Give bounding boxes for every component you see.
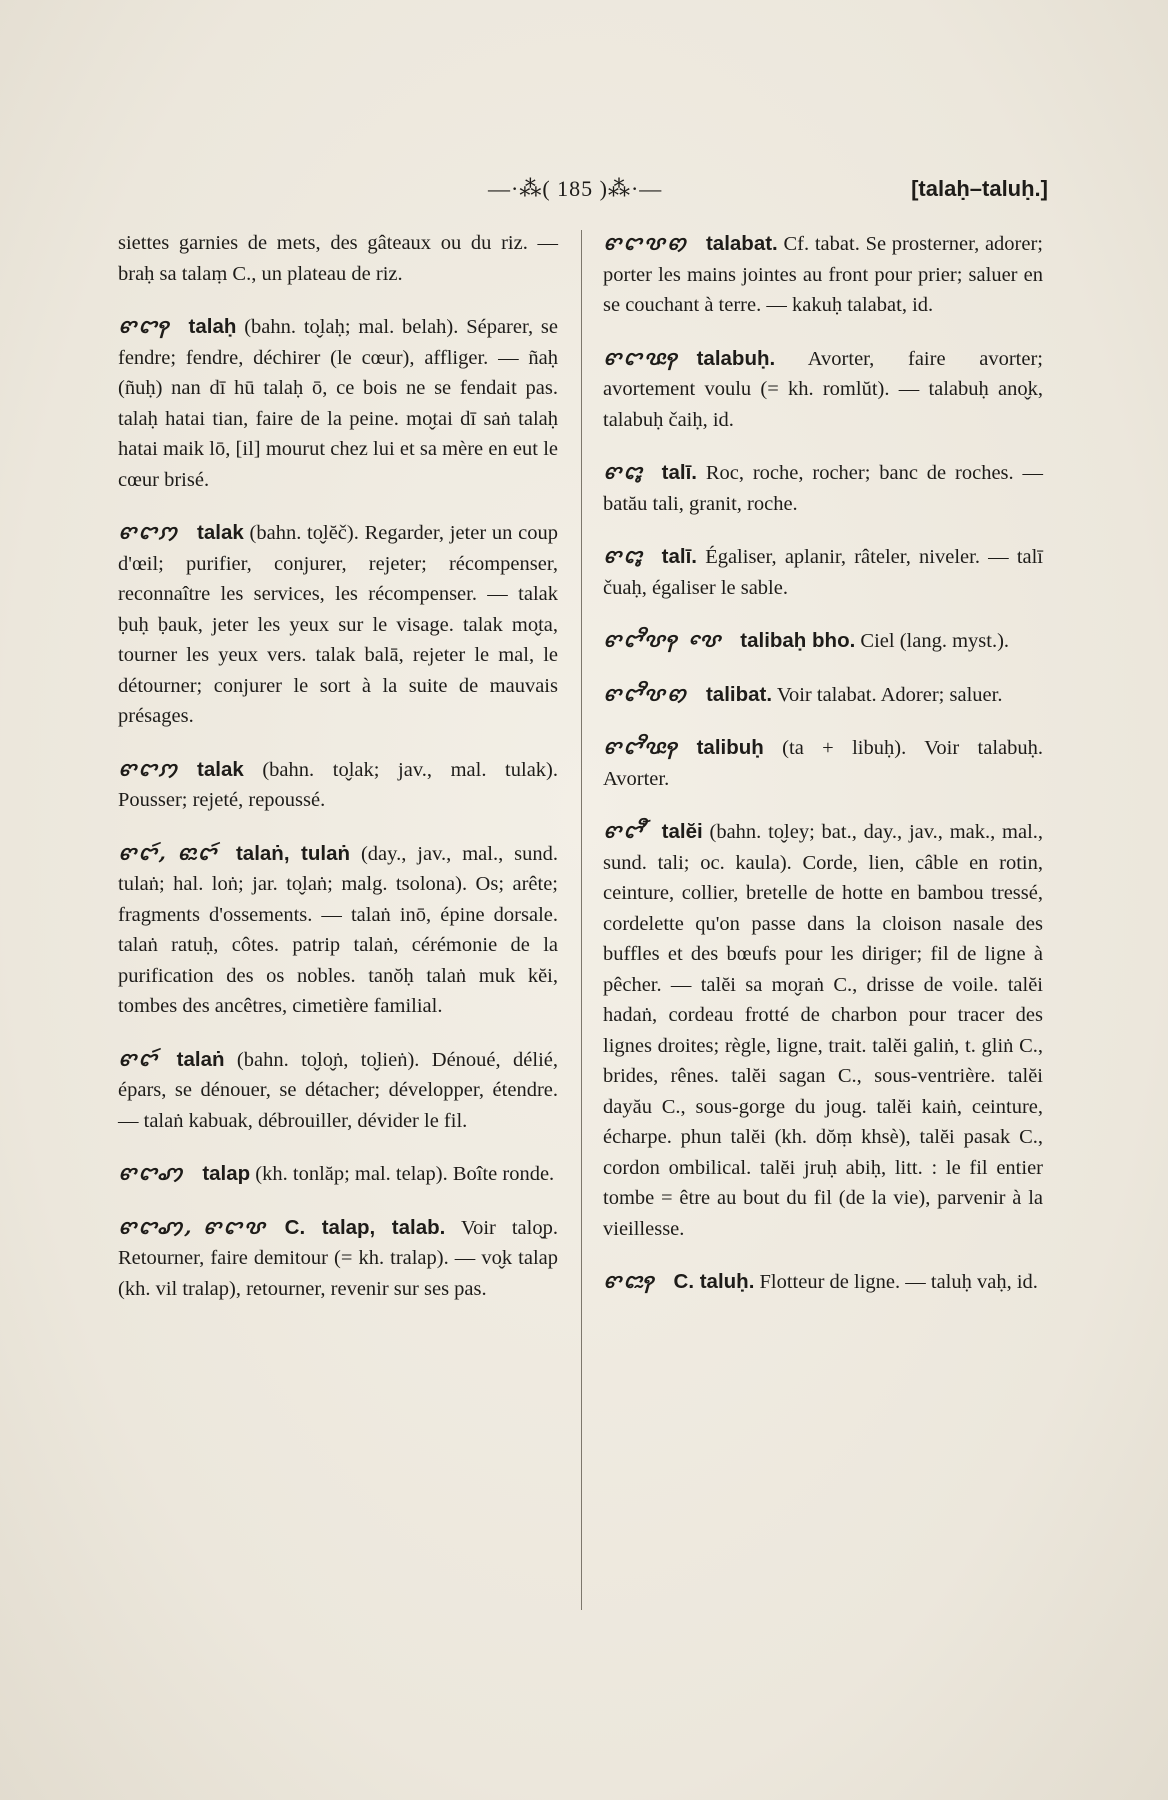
entry-text: Avorter, faire avorter; avortement voulu (= kh. romlŭt). — talabuḥ ano̬k, talabuḥ čaiḥ, id. xyxy=(603,347,1043,431)
entry-headword: C. taluḥ. xyxy=(673,1270,755,1293)
cham-script-word: ꨓꨤꩃ xyxy=(118,1046,159,1070)
cham-script-word: ꨓꨤꨝꩅ xyxy=(603,231,688,254)
entry-text: Ciel (lang. myst.). xyxy=(860,630,1010,652)
entry-headword: talibuḥ xyxy=(696,736,764,759)
entry-text: (bahn. to̬lak; jav., mal. tulak). Pousser; rejeté, repoussé. xyxy=(118,758,558,811)
dictionary-entry xyxy=(603,228,1043,321)
dictionary-entry xyxy=(118,754,558,816)
entry-headword: C. talap, talab. xyxy=(284,1215,446,1239)
dictionary-entry xyxy=(603,457,1043,519)
entry-text: Voir talo̬p. Retourner, faire demitour (= kh. tralap). — vo̬k talap (kh. vil tralap), retourner, revenir sur ses pas. xyxy=(118,1216,558,1300)
dictionary-entry xyxy=(118,838,558,1022)
entry-headword: talibaḥ bho. xyxy=(740,629,856,652)
cham-script-word: ꨓꨤꨪꨝꨭꩍ xyxy=(603,735,679,758)
dictionary-entry xyxy=(603,816,1043,1244)
entry-text: Flotteur de ligne. — taluḥ vaḥ, id. xyxy=(759,1271,1038,1293)
entry-text: Égaliser, aplanir, râteler, niveler. — talī čuaḥ, égaliser le sable. xyxy=(603,546,1044,599)
page-header xyxy=(118,176,1048,212)
entry-headword: talī. xyxy=(661,461,697,484)
cham-script-word: ꨓꨤꩇ xyxy=(118,1161,185,1184)
dictionary-entry xyxy=(603,343,1043,436)
dictionary-entry xyxy=(118,1044,558,1137)
entry-headword: talak xyxy=(197,521,244,544)
entry-text: (bahn. to̬laḥ; mal. belah). Séparer, se fendre; fendre, déchirer (le cœur), affliger. — ñaḥ (ñuḥ) nan dī hū talaḥ ō, ce bois ne se fendait pas. talaḥ hatai tian, faire de la peine. mo̬tai dī saṅ talaḥ hatai maik lō, [il] mourut chez lui et sa mère en eut le cœur brisé. xyxy=(118,316,558,491)
dictionary-entry xyxy=(118,1158,558,1190)
entry-text: (bahn. to̬lĕč). Regarder, jeter un coup d'œil; purifier, conjurer, rejeter; récompenser, reconnaître les services, les récompenser. — talak ḅuḥ ḅauk, jeter les yeux sur le visage. talak mo̬ta, tourner les yeux vers. talak balā, rejeter le mal, le détourner; conjurer le sort à la suite de mauvais présages. xyxy=(118,522,558,727)
cham-script-word: ꨓꨤꩀ xyxy=(118,756,180,780)
cham-script-word: ꨓꨤꨪꨝꩍ ꨝꨯ xyxy=(603,628,723,651)
entry-headword: talaṅ xyxy=(176,1047,225,1071)
entry-headword: talak xyxy=(197,757,244,781)
right-column xyxy=(603,228,1043,1320)
dictionary-entry xyxy=(603,541,1043,603)
cham-script-word: ꨓꨤꨶ xyxy=(603,544,644,567)
entry-headword: talibat. xyxy=(705,682,773,706)
entry-text: (bahn. to̬ley; bat., day., jav., mak., mal., sund. tali; oc. kaula). Corde, lien, câble en rotin, ceinture, collier, bretelle de hotte en bambou tressé, cordelette qu'on passe dans la cloison nasale des buffles et des bœufs pour les diriger; fil de ligne à pêcher. — talĕi sa mo̬raṅ C., drisse de voile. talĕi hadaṅ, cordeau frotté de charbon pour tracer des lignes droites; règle, ligne, trait. talĕi galiṅ, t. gliṅ C., brides, rênes. talĕi sagan C., sous-ventrière. talĕi dayău C., sous-gorge du joug. talĕi kaiṅ, ceinture, écharpe. phun talĕi (kh. dŏṃ khsè), talĕi pasak C., cordon ombilical. talĕi jruḥ abiḥ, litt. : le fil entier tombe = être au bout du fil (de la vie), parvenir à la vieillesse. xyxy=(603,821,1044,1240)
entry-text: (bahn. to̬lo̬ṅ, to̬lieṅ). Dénoué, délié, épars, se dénouer, se détacher; développer, étendre. — talaṅ kabuak, débrouiller, dévider le fil. xyxy=(118,1048,559,1132)
entry-headword: talī. xyxy=(661,545,697,568)
cham-script-word: ꨓꨤꨬ xyxy=(603,819,644,842)
dictionary-entry xyxy=(118,517,558,732)
dictionary-entry xyxy=(603,732,1043,794)
cham-script-word: ꨓꨤꩇ, ꨓꨤꨝ xyxy=(118,1214,267,1238)
entry-headword: talap xyxy=(202,1162,251,1185)
entry-headword: talĕi xyxy=(661,820,703,843)
dictionary-entry xyxy=(118,228,558,289)
entry-headword: talaḥ xyxy=(188,315,237,338)
cham-script-word: ꨓꨤꩃ, ꨓꨭꨤꩃ xyxy=(118,840,218,864)
entry-text: Voir talabat. Adorer; saluer. xyxy=(776,683,1003,706)
running-head: [talaḥ–taluḥ.] xyxy=(911,176,1048,201)
dictionary-entry xyxy=(603,679,1043,711)
cham-script-word: ꨓꨤꨝꨭꩍ xyxy=(603,345,679,369)
entry-text: (day., jav., mal., sund. tulaṅ; hal. loṅ; jar. to̬laṅ; malg. tsolona). Os; arête; fragments d'ossements. — talaṅ inō, épine dorsale. talaṅ ratuḥ, côtes. patrip talaṅ, cérémonie de la purification des os nobles. tanŏḥ talaṅ muk kĕi, tombes des ancêtres, cimetière familial. xyxy=(118,842,559,1017)
entry-text: Cf. tabat. Se prosterner, adorer; porter les mains jointes au front pour prier; saluer en se couchant à terre. — kakuḥ talabat, id. xyxy=(603,233,1044,316)
dictionary-entry xyxy=(603,1266,1043,1298)
dictionary-entry xyxy=(118,311,558,495)
entry-text: Roc, roche, rocher; banc de roches. — batău tali, granit, roche. xyxy=(603,462,1043,515)
dictionary-entry xyxy=(118,1212,558,1305)
cham-script-word: ꨓꨤꩍ xyxy=(118,314,171,337)
column-divider xyxy=(581,230,582,1610)
entry-headword: talabat. xyxy=(705,232,778,255)
entry-text: (kh. tonlăp; mal. telap). Boîte ronde. xyxy=(255,1163,555,1185)
dictionary-entry xyxy=(603,625,1043,657)
entry-text: (ta + libuḥ). Voir talabuḥ. Avorter. xyxy=(603,737,1043,790)
entry-headword: talabuḥ. xyxy=(696,346,776,370)
cham-script-word: ꨓꨤꩀ xyxy=(118,520,180,543)
cham-script-word: ꨓꨤꨶ xyxy=(603,460,644,483)
entry-text: siettes garnies de mets, des gâteaux ou du riz. — braḥ sa talaṃ C., un plateau de riz. xyxy=(118,232,558,285)
cham-script-word: ꨓꨤꨭꩍ xyxy=(603,1269,656,1292)
left-column xyxy=(118,228,558,1326)
page-number: —·⁂( 185 )⁂·— xyxy=(488,176,663,201)
entry-headword: talaṅ, tulaṅ xyxy=(235,841,351,865)
cham-script-word: ꨓꨤꨪꨝꩅ xyxy=(603,681,688,705)
